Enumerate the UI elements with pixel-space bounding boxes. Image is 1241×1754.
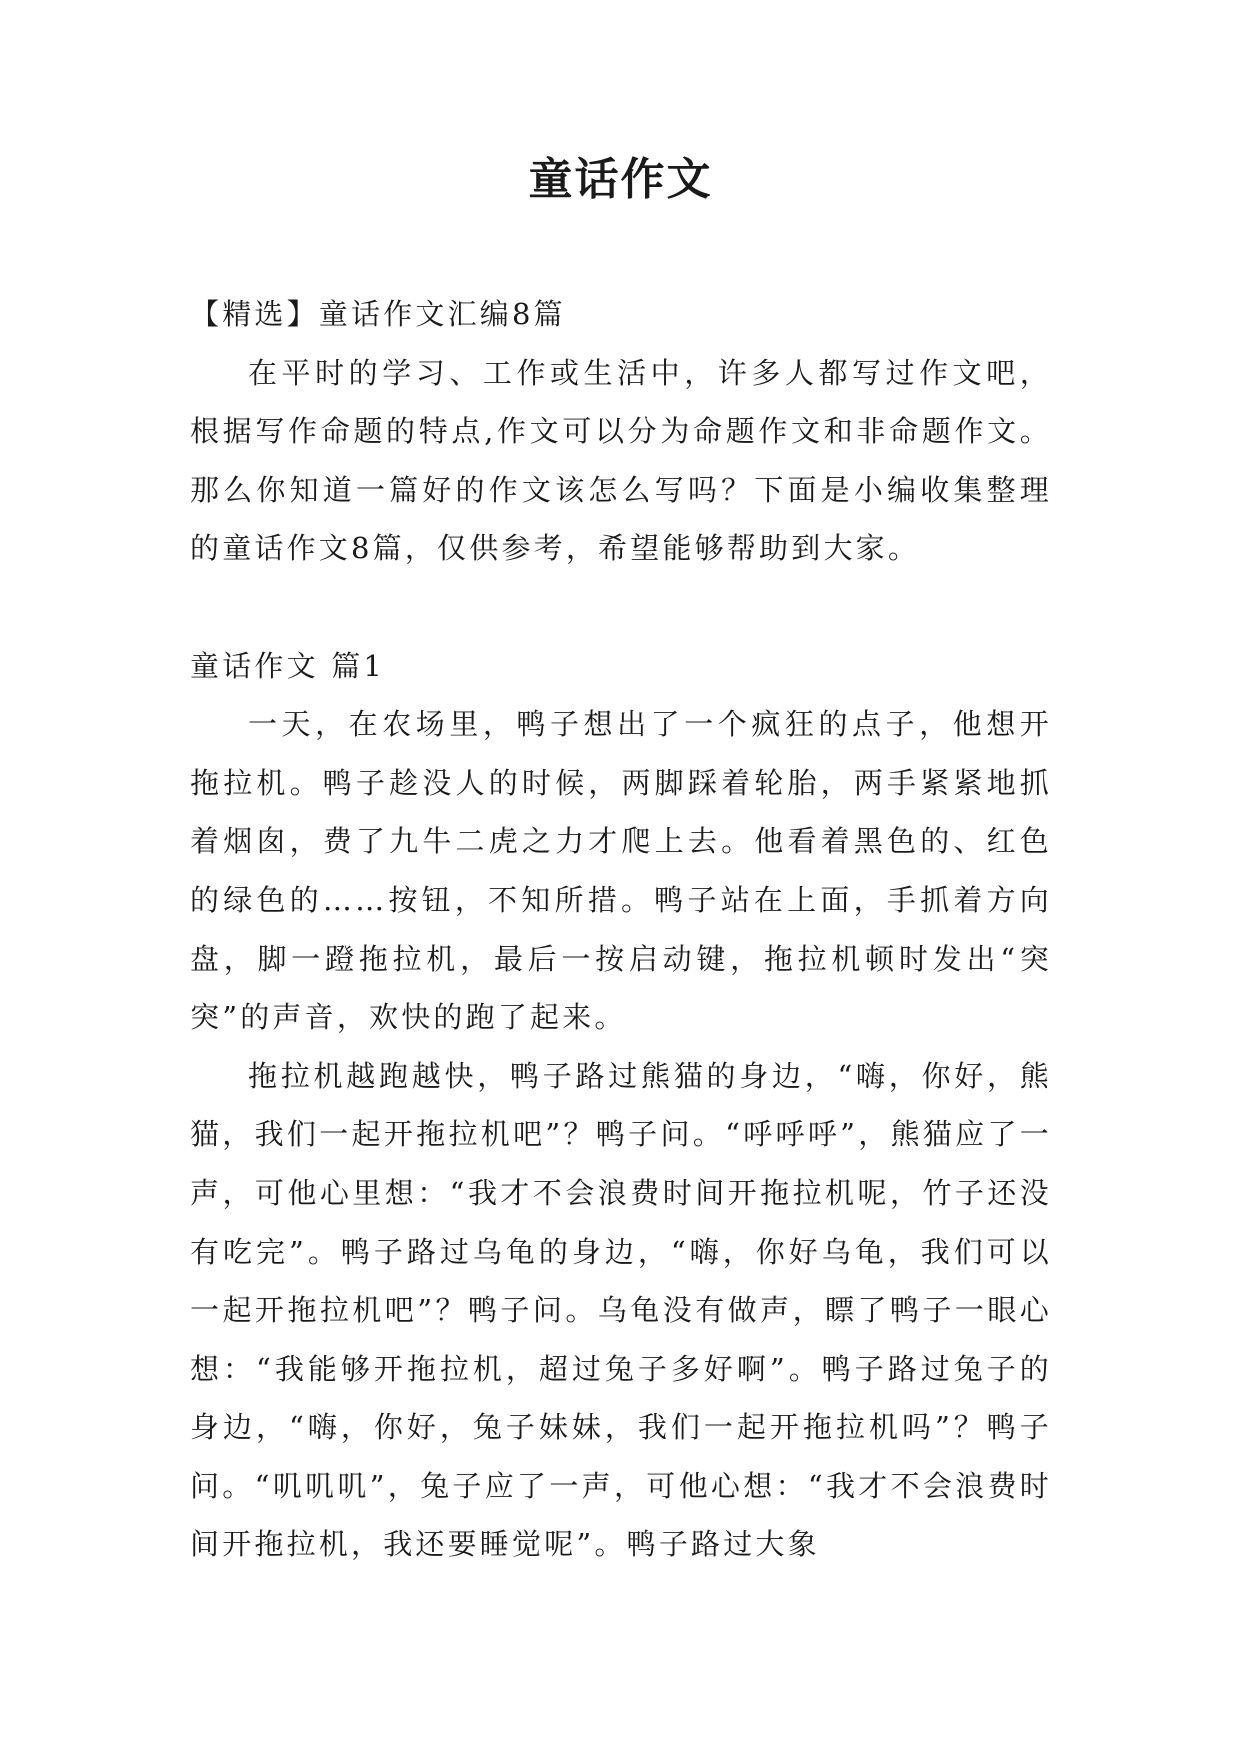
document-body	[190, 285, 1052, 1574]
section-paragraph: 拖拉机越跑越快，鸭子路过熊猫的身边，“嗨，你好，熊猫，我们一起开拖拉机吧”？鸭子问。“呼呼呼”，熊猫应了一声，可他心里想：“我才不会浪费时间开拖拉机呢，竹子还没有吃完”。鸭子路过乌龟的身边，“嗨，你好乌龟，我们可以一起开拖拉机吧”？鸭子问。乌龟没有做声，瞟了鸭子一眼心想：“我能够开拖拉机，超过兔子多好啊”。鸭子路过兔子的身边，“嗨，你好，兔子妹妹，我们一起开拖拉机吗”？鸭子问。“叽叽叽”，兔子应了一声，可他心想：“我才不会浪费时间开拖拉机，我还要睡觉呢”。鸭子路过大象	[190, 1058, 1053, 1562]
intro-paragraph: 在平时的学习、工作或生活中，许多人都写过作文吧，根据写作命题的特点,作文可以分为命题作文和非命题作文。那么你知道一篇好的作文该怎么写吗？下面是小编收集整理的童话作文8篇，仅供参考，希望能够帮助到大家。	[190, 355, 1052, 566]
document-title: 童话作文	[528, 154, 713, 205]
intro-heading: 【精选】童话作文汇编8篇	[190, 297, 566, 331]
section-title: 童话作文 篇1	[190, 648, 386, 683]
section-paragraph: 一天，在农场里，鸭子想出了一个疯狂的点子，他想开拖拉机。鸭子趁没人的时候，两脚踩着轮胎，两手紧紧地抓着烟囱，费了九牛二虎之力才爬上去。他看着黑色的、红色的绿色的……按钮，不知所措。鸭子站在上面，手抓着方向盘，脚一蹬拖拉机，最后一按启动键，拖拉机顿时发出“突突”的声音，欢快的跑了起来。	[190, 707, 1052, 1035]
